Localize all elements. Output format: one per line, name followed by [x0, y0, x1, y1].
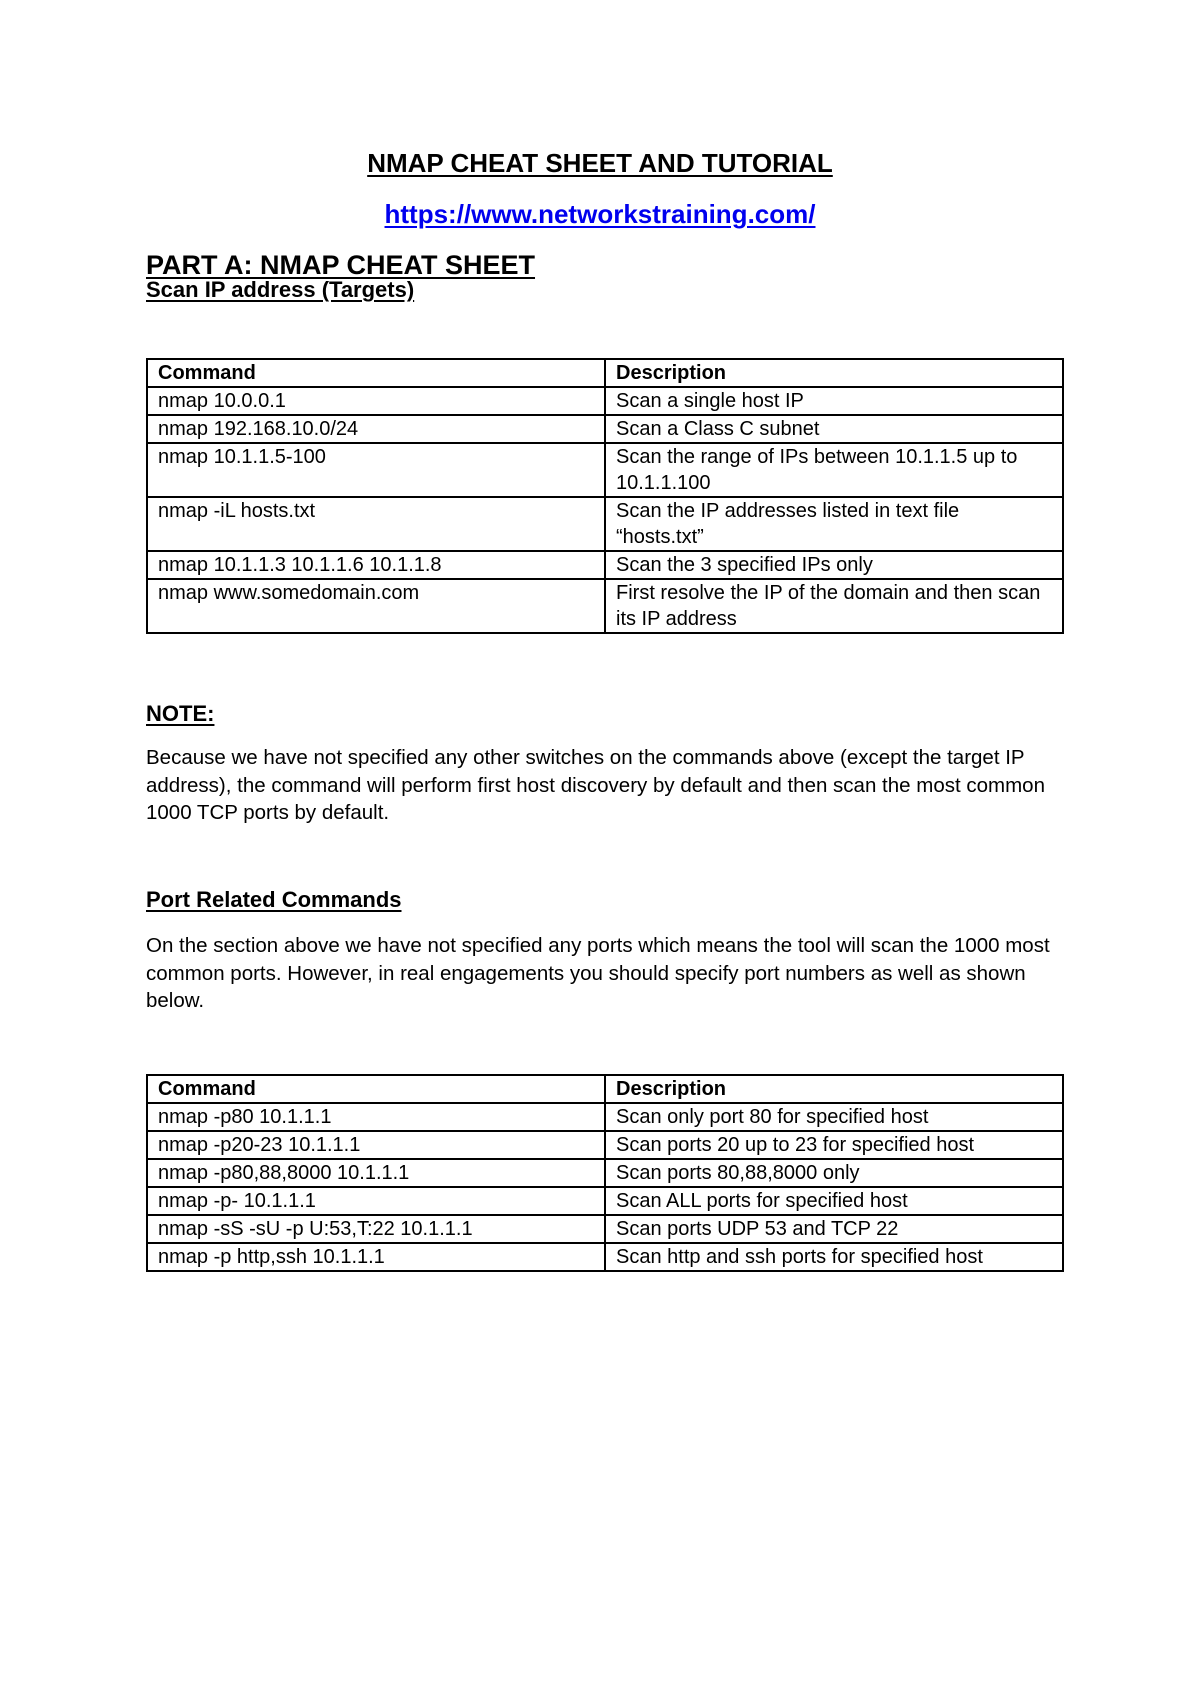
table-row	[147, 387, 1063, 415]
command-cell: nmap -p- 10.1.1.1	[147, 1187, 605, 1215]
description-cell: Scan ports 20 up to 23 for specified host	[605, 1131, 1063, 1159]
column-header-command: Command	[147, 1075, 605, 1103]
command-cell: nmap -iL hosts.txt	[147, 497, 605, 551]
document-title-text: NMAP CHEAT SHEET AND TUTORIAL	[367, 148, 833, 178]
command-cell: nmap -sS -sU -p U:53,T:22 10.1.1.1	[147, 1215, 605, 1243]
column-header-description: Description	[605, 1075, 1063, 1103]
command-cell: nmap -p20-23 10.1.1.1	[147, 1131, 605, 1159]
website-link-text[interactable]: https://www.networkstraining.com/	[384, 199, 816, 229]
description-cell: Scan ALL ports for specified host	[605, 1187, 1063, 1215]
table-row	[147, 1159, 1063, 1187]
port-commands-heading: Port Related Commands	[146, 887, 402, 912]
command-cell: nmap 10.0.0.1	[147, 387, 605, 415]
description-cell: Scan the range of IPs between 10.1.1.5 up to 10.1.1.100	[605, 443, 1063, 497]
description-cell: Scan a single host IP	[605, 387, 1063, 415]
description-cell: Scan the IP addresses listed in text file “hosts.txt”	[605, 497, 1063, 551]
command-cell: nmap 192.168.10.0/24	[147, 415, 605, 443]
port-commands-intro: On the section above we have not specified any ports which means the tool will scan the 1000 most common ports. However, in real engagements you should specify port numbers as well as shown below.	[146, 934, 1050, 1012]
table-header-row	[147, 1075, 1063, 1103]
table-row	[147, 1243, 1063, 1271]
table-row	[147, 1187, 1063, 1215]
targets-table	[146, 358, 1064, 634]
part-a-heading: PART A: NMAP CHEAT SHEET	[146, 250, 536, 280]
table-row	[147, 497, 1063, 551]
table-row	[147, 579, 1063, 633]
table-row	[147, 1103, 1063, 1131]
note-heading: NOTE:	[146, 701, 215, 726]
table-row	[147, 551, 1063, 579]
description-cell: First resolve the IP of the domain and then scan its IP address	[605, 579, 1063, 633]
website-link[interactable]	[0, 197, 1200, 231]
description-cell: Scan only port 80 for specified host	[605, 1103, 1063, 1131]
table-header-row	[147, 359, 1063, 387]
command-cell: nmap 10.1.1.3 10.1.1.6 10.1.1.8	[147, 551, 605, 579]
description-cell: Scan a Class C subnet	[605, 415, 1063, 443]
command-cell: nmap -p80,88,8000 10.1.1.1	[147, 1159, 605, 1187]
description-cell: Scan http and ssh ports for specified host	[605, 1243, 1063, 1271]
description-cell: Scan ports UDP 53 and TCP 22	[605, 1215, 1063, 1243]
document-title	[0, 146, 1200, 180]
description-cell: Scan the 3 specified IPs only	[605, 551, 1063, 579]
note-text: Because we have not specified any other switches on the commands above (except the target IP address), the command will perform first host discovery by default and then scan the most common 1000 TCP ports by default.	[146, 746, 1045, 824]
column-header-description: Description	[605, 359, 1063, 387]
command-cell: nmap -p80 10.1.1.1	[147, 1103, 605, 1131]
description-cell: Scan ports 80,88,8000 only	[605, 1159, 1063, 1187]
table-row	[147, 1131, 1063, 1159]
targets-section-heading: Scan IP address (Targets)	[146, 277, 415, 302]
table-row	[147, 1215, 1063, 1243]
column-header-command: Command	[147, 359, 605, 387]
command-cell: nmap 10.1.1.5-100	[147, 443, 605, 497]
table-row	[147, 415, 1063, 443]
command-cell: nmap -p http,ssh 10.1.1.1	[147, 1243, 605, 1271]
command-cell: nmap www.somedomain.com	[147, 579, 605, 633]
ports-table	[146, 1074, 1064, 1272]
table-row	[147, 443, 1063, 497]
